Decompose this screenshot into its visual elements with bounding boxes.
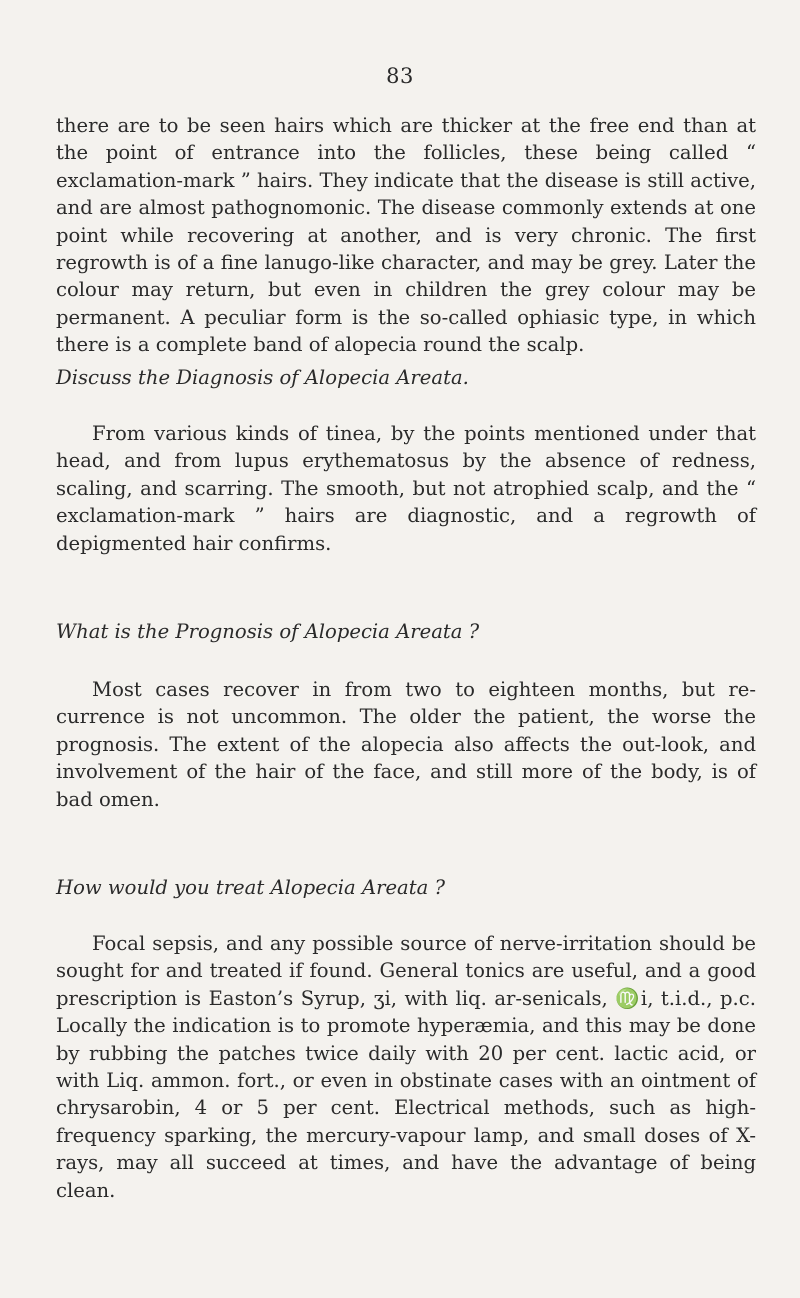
- paragraph-text: Most cases recover in from two to eighteen months, but re-currence is not uncommon. The older the patient, the worse the prognosis. The extent of the alopecia also affects the out-look, and involvement of the hair of the face, and still more of the body, is of bad omen.: [56, 678, 756, 811]
- heading-diagnosis: Discuss the Diagnosis of Alopecia Areata.: [56, 366, 469, 389]
- paragraph-prognosis: [56, 676, 756, 813]
- paragraph-treatment: [56, 930, 756, 1204]
- heading-treatment: How would you treat Alopecia Areata ?: [56, 876, 446, 899]
- paragraph-continued: [56, 112, 756, 359]
- paragraph-diagnosis: [56, 420, 756, 557]
- heading-prognosis: What is the Prognosis of Alopecia Areata ?: [56, 620, 480, 643]
- paragraph-text: From various kinds of tinea, by the points mentioned under that head, and from lupus erythematosus by the absence of redness, scaling, and scarring. The smooth, but not atrophied scalp, and the “ exclamation-mark ” hairs are diagnostic, and a regrowth of depigmented hair confirms.: [56, 422, 756, 555]
- paragraph-text: Focal sepsis, and any possible source of nerve-irritation should be sought for and treated if found. General tonics are useful, and a good prescription is Easton’s Syrup, ʒi, with liq. ar-senicals, ♍i, t.i.d., p.c. Locally the indication is to promote hyperæmia, and this may be done by rubbing the patches twice daily with 20 per cent. lactic acid, or with Liq. ammon. fort., or even in obstinate cases with an ointment of chrysarobin, 4 or 5 per cent. Electrical methods, such as high-frequency sparking, the mercury-vapour lamp, and small doses of X-rays, may all succeed at times, and have the advantage of being clean.: [56, 932, 756, 1202]
- paragraph-text: there are to be seen hairs which are thicker at the free end than at the point of entrance into the follicles, these being called “ exclamation-mark ” hairs. They indicate that the disease is still active, and are almost pathognomonic. The disease commonly extends at one point while recovering at another, and is very chronic. The first regrowth is of a fine lanugo-like character, and may be grey. Later the colour may return, but even in children the grey colour may be permanent. A peculiar form is the so-called ophiasic type, in which there is a complete band of alopecia round the scalp.: [56, 114, 756, 357]
- page-number: 83: [386, 64, 414, 88]
